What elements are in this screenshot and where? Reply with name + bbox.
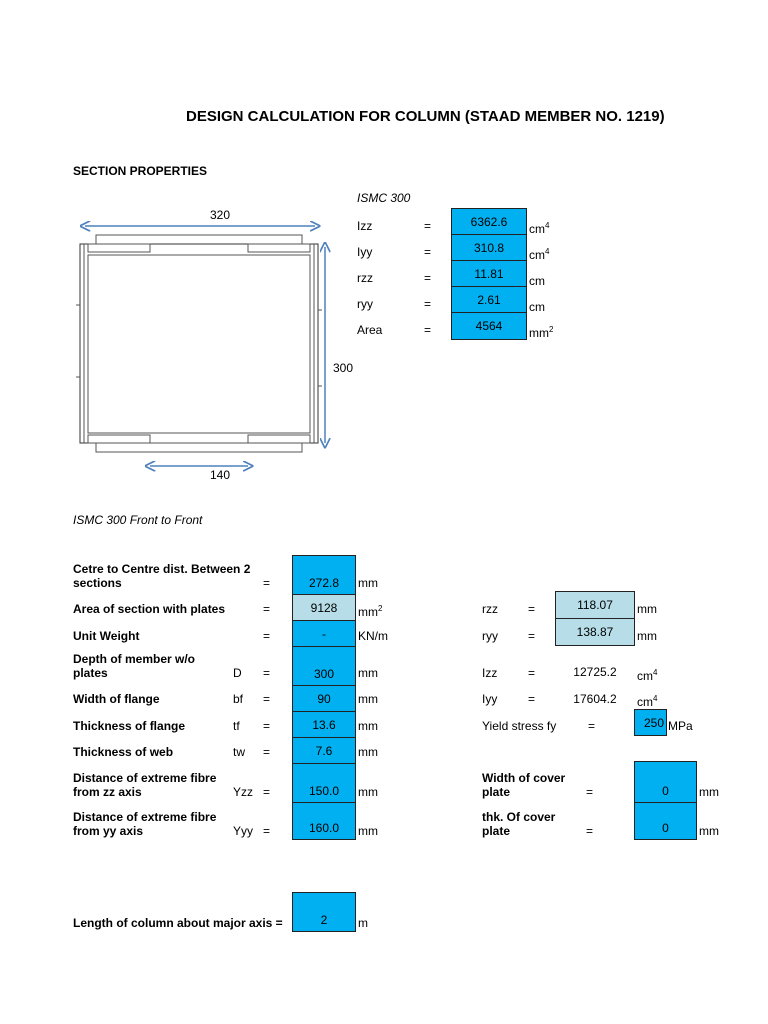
property-label: Depth of member w/o bbox=[73, 652, 196, 666]
property-label-line2: sections bbox=[73, 576, 122, 590]
column-length-unit: m bbox=[358, 916, 368, 930]
cover-width-value-cell[interactable]: 0 bbox=[634, 761, 697, 803]
property-eq: = bbox=[263, 629, 271, 643]
combined-label: Iyy bbox=[482, 692, 498, 706]
property-unit: mm bbox=[358, 719, 378, 733]
property-unit: $mm^2$ bbox=[358, 604, 383, 619]
ismc-eq: = bbox=[424, 297, 432, 311]
cover-width-label: Width of cover bbox=[482, 771, 566, 785]
ismc-label: Iyy bbox=[357, 245, 373, 259]
yield-stress-value-cell[interactable]: 250 bbox=[634, 709, 667, 736]
ismc-unit: cm bbox=[529, 300, 545, 314]
yield-stress-unit: MPa bbox=[668, 719, 693, 733]
property-eq: = bbox=[263, 824, 271, 838]
ismc-value-cell[interactable]: 310.8 bbox=[451, 234, 527, 261]
cover-thk-unit: mm bbox=[699, 824, 719, 838]
cover-width-unit: mm bbox=[699, 785, 719, 799]
ismc-label: Area bbox=[357, 323, 383, 337]
property-label: Distance of extreme fibre bbox=[73, 810, 217, 824]
property-symbol: Yzz bbox=[233, 785, 254, 799]
ismc-value-cell[interactable]: 6362.6 bbox=[451, 208, 527, 235]
front-to-front-heading: ISMC 300 Front to Front bbox=[73, 513, 203, 527]
property-symbol: D bbox=[233, 666, 242, 680]
property-eq: = bbox=[263, 745, 271, 759]
property-eq: = bbox=[263, 785, 271, 799]
property-unit: mm bbox=[358, 692, 378, 706]
section-diagram bbox=[70, 200, 345, 490]
combined-unit: $cm^4$ bbox=[637, 694, 658, 709]
property-value-cell[interactable]: 272.8 bbox=[292, 555, 356, 595]
width-dimension-label: 320 bbox=[210, 208, 231, 222]
combined-value-cell[interactable]: 12725.2 bbox=[555, 658, 635, 686]
combined-eq: = bbox=[528, 602, 536, 616]
yield-stress-eq: = bbox=[588, 719, 596, 733]
ismc-label: ryy bbox=[357, 297, 373, 311]
property-label-line2: from zz axis bbox=[73, 785, 142, 799]
property-eq: = bbox=[263, 666, 271, 680]
combined-label: ryy bbox=[482, 629, 498, 643]
property-unit: mm bbox=[358, 745, 378, 759]
property-value-cell[interactable]: 7.6 bbox=[292, 737, 356, 764]
cover-thk-label: thk. Of cover bbox=[482, 810, 556, 824]
ismc-unit: $cm^4$ bbox=[529, 247, 550, 262]
property-label-line2: from yy axis bbox=[73, 824, 144, 838]
property-label: Thickness of web bbox=[73, 745, 174, 759]
property-eq: = bbox=[263, 602, 271, 616]
ismc-eq: = bbox=[424, 323, 432, 337]
property-label: Cetre to Centre dist. Between 2 bbox=[73, 562, 251, 576]
combined-eq: = bbox=[528, 666, 536, 680]
ismc-eq: = bbox=[424, 245, 432, 259]
property-label: Area of section with plates bbox=[73, 602, 226, 616]
property-eq: = bbox=[263, 576, 271, 590]
ismc-value-cell[interactable]: 11.81 bbox=[451, 260, 527, 287]
combined-unit: mm bbox=[637, 629, 657, 643]
combined-unit: mm bbox=[637, 602, 657, 616]
property-symbol: tf bbox=[233, 719, 240, 733]
column-length-value-cell[interactable]: 2 bbox=[292, 892, 356, 932]
combined-label: rzz bbox=[482, 602, 498, 616]
property-value-cell[interactable]: - bbox=[292, 620, 356, 647]
combined-value-cell[interactable]: 17604.2 bbox=[555, 685, 635, 713]
property-label: Width of flange bbox=[73, 692, 160, 706]
section-heading: SECTION PROPERTIES bbox=[73, 164, 208, 178]
property-label: Unit Weight bbox=[73, 629, 140, 643]
combined-value-cell[interactable]: 118.07 bbox=[555, 591, 635, 619]
property-unit: KN/m bbox=[358, 629, 388, 643]
height-dimension-label: 300 bbox=[333, 361, 354, 375]
ismc-name: ISMC 300 bbox=[357, 191, 411, 205]
property-unit: mm bbox=[358, 785, 378, 799]
property-value-cell[interactable]: 150.0 bbox=[292, 763, 356, 803]
ismc-value-cell[interactable]: 2.61 bbox=[451, 286, 527, 313]
property-symbol: tw bbox=[233, 745, 245, 759]
property-eq: = bbox=[263, 719, 271, 733]
combined-label: Izz bbox=[482, 666, 498, 680]
cover-thk-eq: = bbox=[586, 824, 594, 838]
property-symbol: Yyy bbox=[233, 824, 254, 838]
ismc-unit: cm bbox=[529, 274, 545, 288]
property-label-line2: plates bbox=[73, 666, 108, 680]
property-value-cell[interactable]: 90 bbox=[292, 685, 356, 712]
combined-eq: = bbox=[528, 629, 536, 643]
property-value-cell[interactable]: 13.6 bbox=[292, 711, 356, 738]
property-unit: mm bbox=[358, 576, 378, 590]
yield-stress-label: Yield stress fy bbox=[482, 719, 557, 733]
ismc-unit: $mm^2$ bbox=[529, 325, 554, 340]
property-value-cell[interactable]: 160.0 bbox=[292, 802, 356, 840]
cover-width-label-line2: plate bbox=[482, 785, 511, 799]
combined-eq: = bbox=[528, 692, 536, 706]
ismc-label: Izz bbox=[357, 219, 373, 233]
property-eq: = bbox=[263, 692, 271, 706]
ismc-eq: = bbox=[424, 271, 432, 285]
cover-thk-value-cell[interactable]: 0 bbox=[634, 802, 697, 840]
ismc-unit: $cm^4$ bbox=[529, 221, 550, 236]
cover-thk-label-line2: plate bbox=[482, 824, 511, 838]
combined-unit: $cm^4$ bbox=[637, 668, 658, 683]
ismc-label: rzz bbox=[357, 271, 373, 285]
ismc-value-cell[interactable]: 4564 bbox=[451, 312, 527, 340]
property-unit: mm bbox=[358, 666, 378, 680]
ismc-eq: = bbox=[424, 219, 432, 233]
page-title: DESIGN CALCULATION FOR COLUMN (STAAD MEMBER NO. 1219) bbox=[186, 108, 665, 125]
column-length-label: Length of column about major axis = bbox=[73, 916, 283, 930]
spacing-dimension-label: 140 bbox=[210, 468, 231, 482]
property-label: Distance of extreme fibre bbox=[73, 771, 217, 785]
cover-width-eq: = bbox=[586, 785, 594, 799]
property-label: Thickness of flange bbox=[73, 719, 186, 733]
combined-value-cell[interactable]: 138.87 bbox=[555, 618, 635, 646]
property-value-cell[interactable]: 9128 bbox=[292, 594, 356, 621]
property-symbol: bf bbox=[233, 692, 244, 706]
property-unit: mm bbox=[358, 824, 378, 838]
property-value-cell[interactable]: 300 bbox=[292, 646, 356, 686]
